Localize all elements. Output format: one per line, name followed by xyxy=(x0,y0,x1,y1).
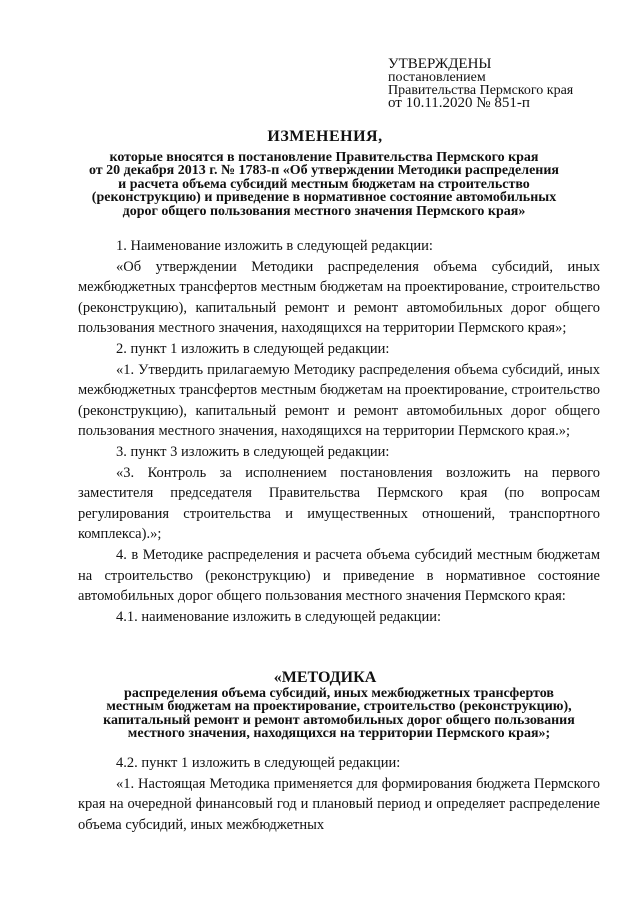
paragraph: «1. Утвердить прилагаемую Методику распределения объема субсидий, иных межбюджетных трансфертов местным бюджетам на проектирование, строительство (реконструкцию), капитальный ремонт и ремонт автомобильных дорог общего пользования местного значения, находящихся на территории Пермского края.»; xyxy=(78,361,600,440)
subtitle-line: от 20 декабря 2013 г. № 1783-п «Об утверждении Методики распределения xyxy=(88,163,560,179)
document-subtitle xyxy=(78,151,570,218)
paragraph: «1. Настоящая Методика применяется для формирования бюджета Пермского края на очередной финансовый год и плановый период и определяет распределение объема субсидий, иных межбюджетных xyxy=(78,775,600,833)
methodology-subtitle xyxy=(78,687,600,741)
paragraph: «3. Контроль за исполнением постановления возложить на первого заместителя председателя Правительства Пермского края (по вопросам регулирования строительства и имущественных отношений, транспортного комплекса).»; xyxy=(78,464,600,543)
approval-line: Правительства Пермского края xyxy=(388,83,574,98)
approval-date: от 10.11.2020 № 851-п xyxy=(388,95,530,111)
paragraph: 3. пункт 3 изложить в следующей редакции: xyxy=(116,443,390,460)
subtitle-line: дорог общего пользования местного значения Пермского края» xyxy=(122,203,526,219)
paragraph: «Об утверждении Методики распределения объема субсидий, иных межбюджетных трансфертов местным бюджетам на проектирование, строительство (реконструкцию), капитальный ремонт и ремонт автомобильных дорог общего пользования местного значения, находящихся на территории Пермского края»; xyxy=(78,258,600,337)
paragraph: 4. в Методике распределения и расчета объема субсидий местным бюджетам на строительство (реконструкцию) и приведение в нормативное состояние автомобильных дорог общего пользования местного значения Пермского края: xyxy=(78,546,600,605)
methodology-subtitle-line: местным бюджетам на проектирование, строительство (реконструкцию), xyxy=(106,699,572,715)
paragraph: 4.2. пункт 1 изложить в следующей редакции: xyxy=(116,755,401,771)
document-body-continued xyxy=(78,753,600,835)
approval-heading: УТВЕРЖДЕНЫ xyxy=(388,56,492,72)
subtitle-line: и расчета объема субсидий местным бюджетам на строительство xyxy=(118,176,530,192)
paragraph: 2. пункт 1 изложить в следующей редакции: xyxy=(116,340,390,357)
document-body xyxy=(78,236,600,627)
paragraph: 4.1. наименование изложить в следующей редакции: xyxy=(116,608,442,625)
paragraph: 1. Наименование изложить в следующей редакции: xyxy=(116,238,433,254)
methodology-subtitle-line: распределения объема субсидий, иных межбюджетных трансфертов xyxy=(124,686,554,701)
methodology-subtitle-line: местного значения, находящихся на территории Пермского края»; xyxy=(127,726,551,742)
subtitle-line: которые вносятся в постановление Правительства Пермского края xyxy=(109,150,539,165)
subtitle-line: (реконструкцию) и приведение в нормативное состояние автомобильных xyxy=(91,190,557,206)
approval-stamp xyxy=(388,58,628,110)
document-title: ИЗМЕНЕНИЯ, xyxy=(267,128,383,145)
methodology-subtitle-line: капитальный ремонт и ремонт автомобильных дорог общего пользования xyxy=(103,712,575,728)
approval-line: постановлением xyxy=(388,70,486,85)
methodology-title: «МЕТОДИКА xyxy=(273,669,377,686)
